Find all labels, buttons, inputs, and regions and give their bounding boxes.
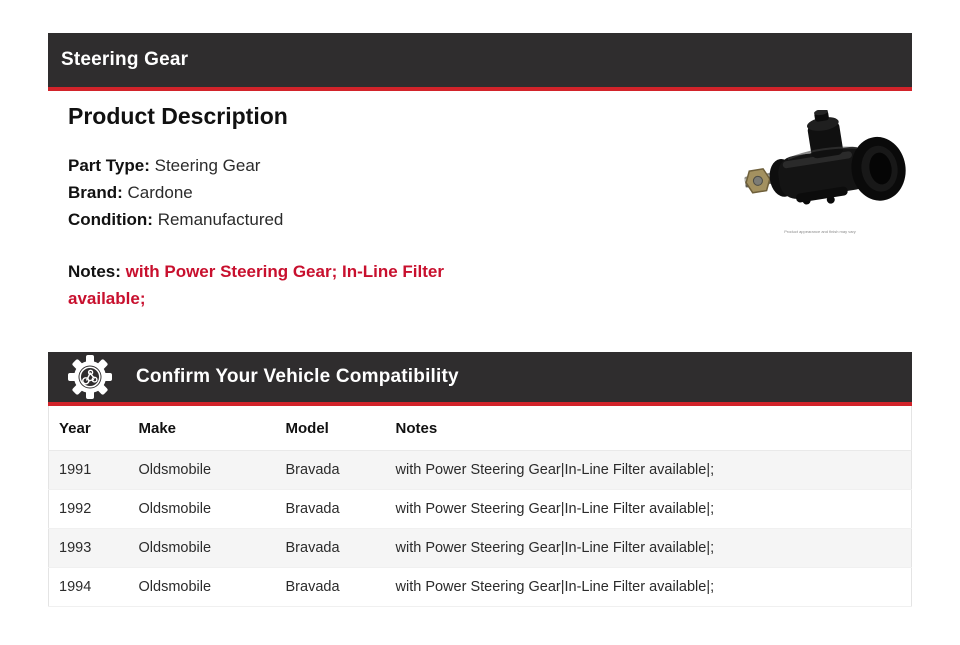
cell-year: 1991 [49, 451, 129, 490]
cell-model: Bravada [276, 490, 386, 529]
attribute-label: Condition: [68, 210, 153, 229]
cell-model: Bravada [276, 529, 386, 568]
cell-notes: with Power Steering Gear|In-Line Filter available|; [386, 451, 912, 490]
compatibility-header [48, 352, 912, 406]
attribute-value: Remanufactured [157, 210, 284, 229]
product-notes [68, 258, 468, 312]
cell-year: 1994 [49, 568, 129, 607]
notes-label: Notes: [68, 262, 121, 281]
product-description-heading: Product Description [68, 103, 288, 129]
column-header-make: Make [129, 406, 276, 451]
cell-make: Oldsmobile [129, 451, 276, 490]
attribute-value: Cardone [127, 183, 193, 202]
header-row [49, 406, 912, 451]
cell-make: Oldsmobile [129, 490, 276, 529]
table-row [49, 529, 912, 568]
product-description-section [48, 102, 912, 312]
product-photo [730, 110, 910, 234]
product-title: Steering Gear [61, 49, 189, 70]
cell-model: Bravada [276, 568, 386, 607]
cell-notes: with Power Steering Gear|In-Line Filter available|; [386, 529, 912, 568]
attribute-value: Steering Gear [154, 156, 261, 175]
table-row [49, 568, 912, 607]
cell-year: 1992 [49, 490, 129, 529]
column-header-model: Model [276, 406, 386, 451]
cell-year: 1993 [49, 529, 129, 568]
column-header-notes: Notes [386, 406, 912, 451]
table-row [49, 451, 912, 490]
cell-notes: with Power Steering Gear|In-Line Filter available|; [386, 490, 912, 529]
column-header-year: Year [49, 406, 129, 451]
product-title-bar [48, 33, 912, 91]
compatibility-table-head [49, 406, 912, 451]
steering-gear-image [730, 110, 910, 223]
notes-value: with Power Steering Gear; In-Line Filter available; [68, 262, 444, 308]
cell-make: Oldsmobile [129, 529, 276, 568]
gear-icon [67, 354, 113, 400]
compatibility-table [48, 406, 912, 607]
cell-make: Oldsmobile [129, 568, 276, 607]
attribute-label: Part Type: [68, 156, 150, 175]
cell-notes: with Power Steering Gear|In-Line Filter available|; [386, 568, 912, 607]
compatibility-heading: Confirm Your Vehicle Compatibility [136, 366, 459, 387]
cell-model: Bravada [276, 451, 386, 490]
compatibility-table-body [49, 451, 912, 607]
attribute-label: Brand: [68, 183, 123, 202]
table-row [49, 490, 912, 529]
photo-caption: Product appearance and finish may vary [784, 229, 856, 234]
